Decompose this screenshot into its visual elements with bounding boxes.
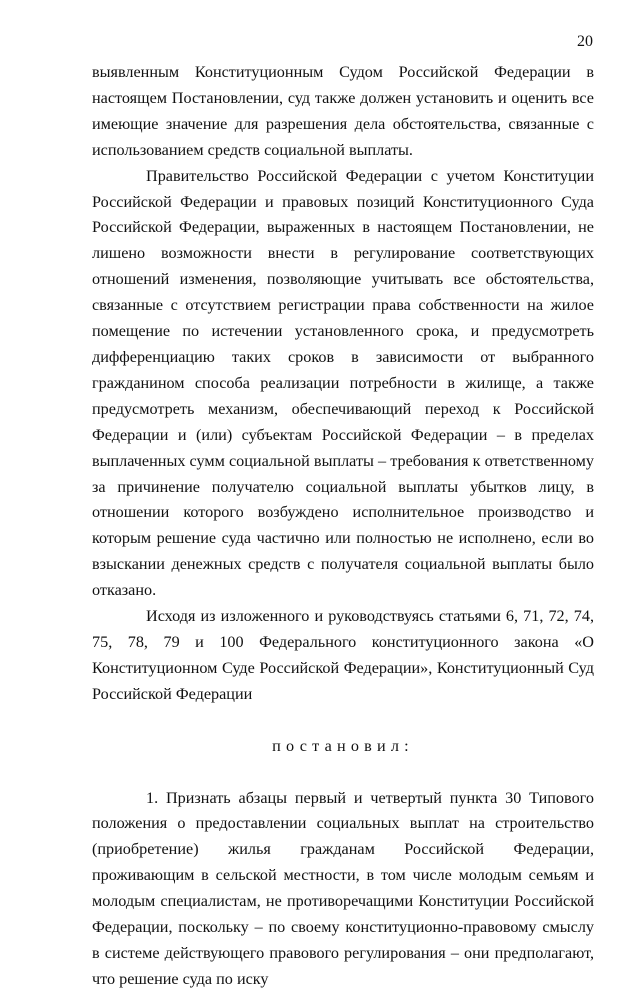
paragraph-continuation: выявленным Конституционным Судом Российской Федерации в настоящем Постановлении, суд также должен установить и оценить все имеющие значение для разрешения дела обстоятельства, связанные с использованием средств социальной выплаты. [92,63,594,159]
document-body [92,60,594,993]
paragraph-legal-basis: Исходя из изложенного и руководствуясь статьями 6, 71, 72, 74, 75, 78, 79 и 100 Федерального конституционного закона «О Конституционном Суде Российской Федерации», Конституционный Суд Российской Федерации [92,607,594,703]
resolution-heading: постановил: [272,736,414,755]
page-number: 20 [577,33,593,50]
paragraph-ruling-point-1: 1. Признать абзацы первый и четвертый пункта 30 Типового положения о предоставлении социальных выплат на строительство (приобретение) жилья гражданам Российской Федерации, проживающим в сельской местности, в том числе молодым семьям и молодым специалистам, не противоречащими Конституции Российской Федерации, поскольку – по своему конституционно-правовому смыслу в системе действующего правового регулирования – они предполагают, что решение суда по иску [92,788,594,988]
paragraph-government-proposal: Правительство Российской Федерации с учетом Конституции Российской Федерации и правовых позиций Конституционного Суда Российской Федерации, выраженных в настоящем Постановлении, не лишено возможности внести в регулирование соответствующих отношений изменения, позволяющие учитывать все обстоятельства, связанные с отсутствием регистрации права собственности на жилое помещение по истечении установленного срока, и предусмотреть дифференциацию таких сроков в зависимости от выбранного гражданином способа реализации потребности в жилище, а также предусмотреть механизм, обеспечивающий переход к Российской Федерации и (или) субъектам Российской Федерации – в пределах выплаченных сумм социальной выплаты – требования к ответственному за причинение получателю социальной выплаты убытков лицу, в отношении которого возбуждено исполнительное производство и которым решение суда частично или полностью не исполнено, если во взыскании денежных средств с получателя социальной выплаты было отказано. [92,166,594,600]
